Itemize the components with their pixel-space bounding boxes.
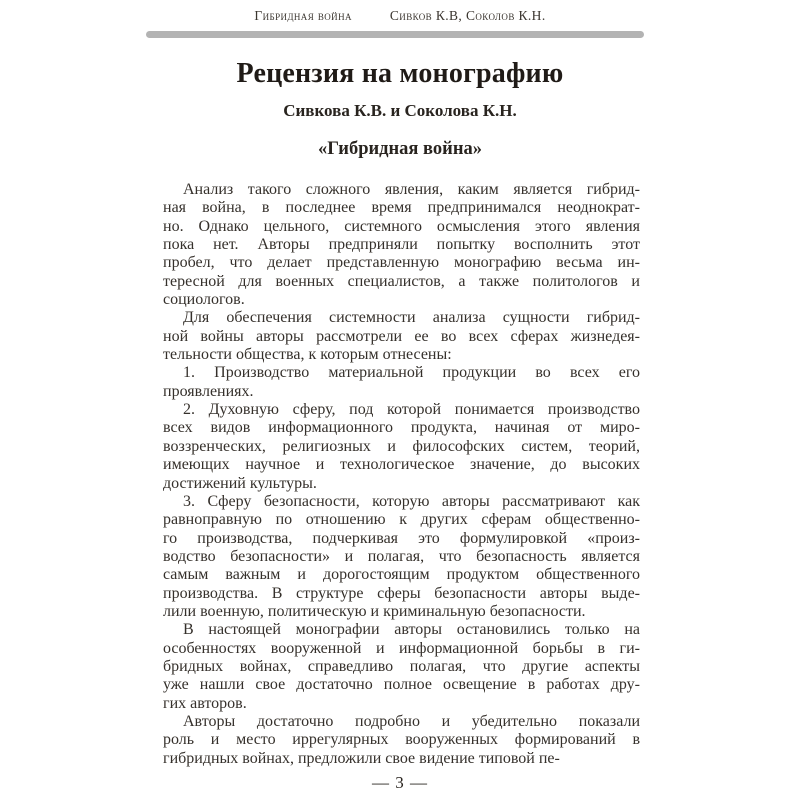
text-line: всех видов информационного продукта, начиная от миро- bbox=[163, 419, 640, 437]
text-line: но. Однако цельного, системного осмысления этого явления bbox=[163, 217, 640, 235]
subtitle-authors: Сивкова К.В. и Соколова К.Н. bbox=[283, 101, 517, 120]
running-head-authors: Сивков К.В, Соколов К.Н. bbox=[389, 8, 546, 23]
text-line: Авторы достаточно подробно и убедительно показали bbox=[183, 712, 640, 730]
text-line: бридных войнах, справедливо полагая, что другие аспекты bbox=[163, 657, 640, 675]
paragraph bbox=[163, 493, 640, 621]
text-line: го производства, подчеркивая это формулировкой «произ- bbox=[163, 529, 640, 547]
text-line: тересной для военных специалистов, а также политологов и bbox=[163, 272, 640, 290]
paragraph bbox=[163, 364, 640, 401]
text-line: тельности общества, к которым отнесены: bbox=[163, 346, 452, 364]
body-text bbox=[163, 181, 640, 768]
text-line: проявлениях. bbox=[163, 382, 254, 400]
text-line: уже нашли свое достаточно полное освещение в работах дру- bbox=[163, 676, 640, 694]
subtitle-book-name: «Гибридная война» bbox=[317, 139, 482, 159]
text-line: пока нет. Авторы предприняли попытку восполнить этот bbox=[163, 236, 640, 254]
text-line: производства. В структуре сферы безопасности авторы выде- bbox=[163, 584, 640, 602]
text-line: ной войны авторы рассмотрели ее во всех сферах жизнедея- bbox=[163, 327, 640, 345]
header-rule-divider bbox=[146, 31, 644, 38]
paragraph bbox=[163, 713, 640, 768]
text-line: гибридных войнах, предложили свое видение типовой пе- bbox=[163, 749, 560, 767]
text-line: особенностях вооруженной и информационной борьбы в ги- bbox=[163, 639, 640, 657]
text-line: гих авторов. bbox=[163, 694, 247, 712]
text-line: Анализ такого сложного явления, каким является гибрид- bbox=[183, 181, 640, 198]
text-line: воззренческих, религиозных и философских систем, теорий, bbox=[163, 437, 640, 455]
text-line: лили военную, политическую и криминальную безопасности. bbox=[163, 602, 586, 620]
text-line: ная война, в последнее время предпринимался неоднократ- bbox=[163, 199, 640, 217]
text-line: пробел, что делает представленную монографию весьма ин- bbox=[163, 254, 640, 272]
text-line: 1. Производство материальной продукции во всех его bbox=[183, 364, 640, 382]
text-line: 2. Духовную сферу, под которой понимается производство bbox=[183, 401, 640, 419]
paragraph bbox=[163, 309, 640, 364]
text-line: 3. Сферу безопасности, которую авторы рассматривают как bbox=[183, 492, 640, 510]
page-number: — 3 — bbox=[372, 773, 428, 792]
running-head-book-title: Гибридная война bbox=[254, 8, 352, 23]
text-line: достижений культуры. bbox=[163, 474, 317, 492]
paragraph bbox=[163, 401, 640, 493]
text-line: В настоящей монографии авторы остановились только на bbox=[183, 621, 640, 639]
text-line: имеющих научное и технологическое значение, до высоких bbox=[163, 456, 640, 474]
text-line: равноправную по отношению к других сферам общественно- bbox=[163, 511, 640, 529]
running-head bbox=[0, 0, 800, 24]
text-line: социологов. bbox=[163, 291, 245, 309]
text-line: роль и место иррегулярных вооруженных формирований в bbox=[163, 731, 640, 749]
text-line: водство безопасности» и полагая, что безопасность является bbox=[163, 547, 640, 565]
page-title: Рецензия на монографию bbox=[236, 58, 564, 89]
paragraph bbox=[163, 621, 640, 713]
paragraph bbox=[163, 181, 640, 309]
text-line: Для обеспечения системности анализа сущности гибрид- bbox=[183, 309, 640, 327]
text-line: самым важным и дорогостоящим продуктом общественного bbox=[163, 566, 640, 584]
